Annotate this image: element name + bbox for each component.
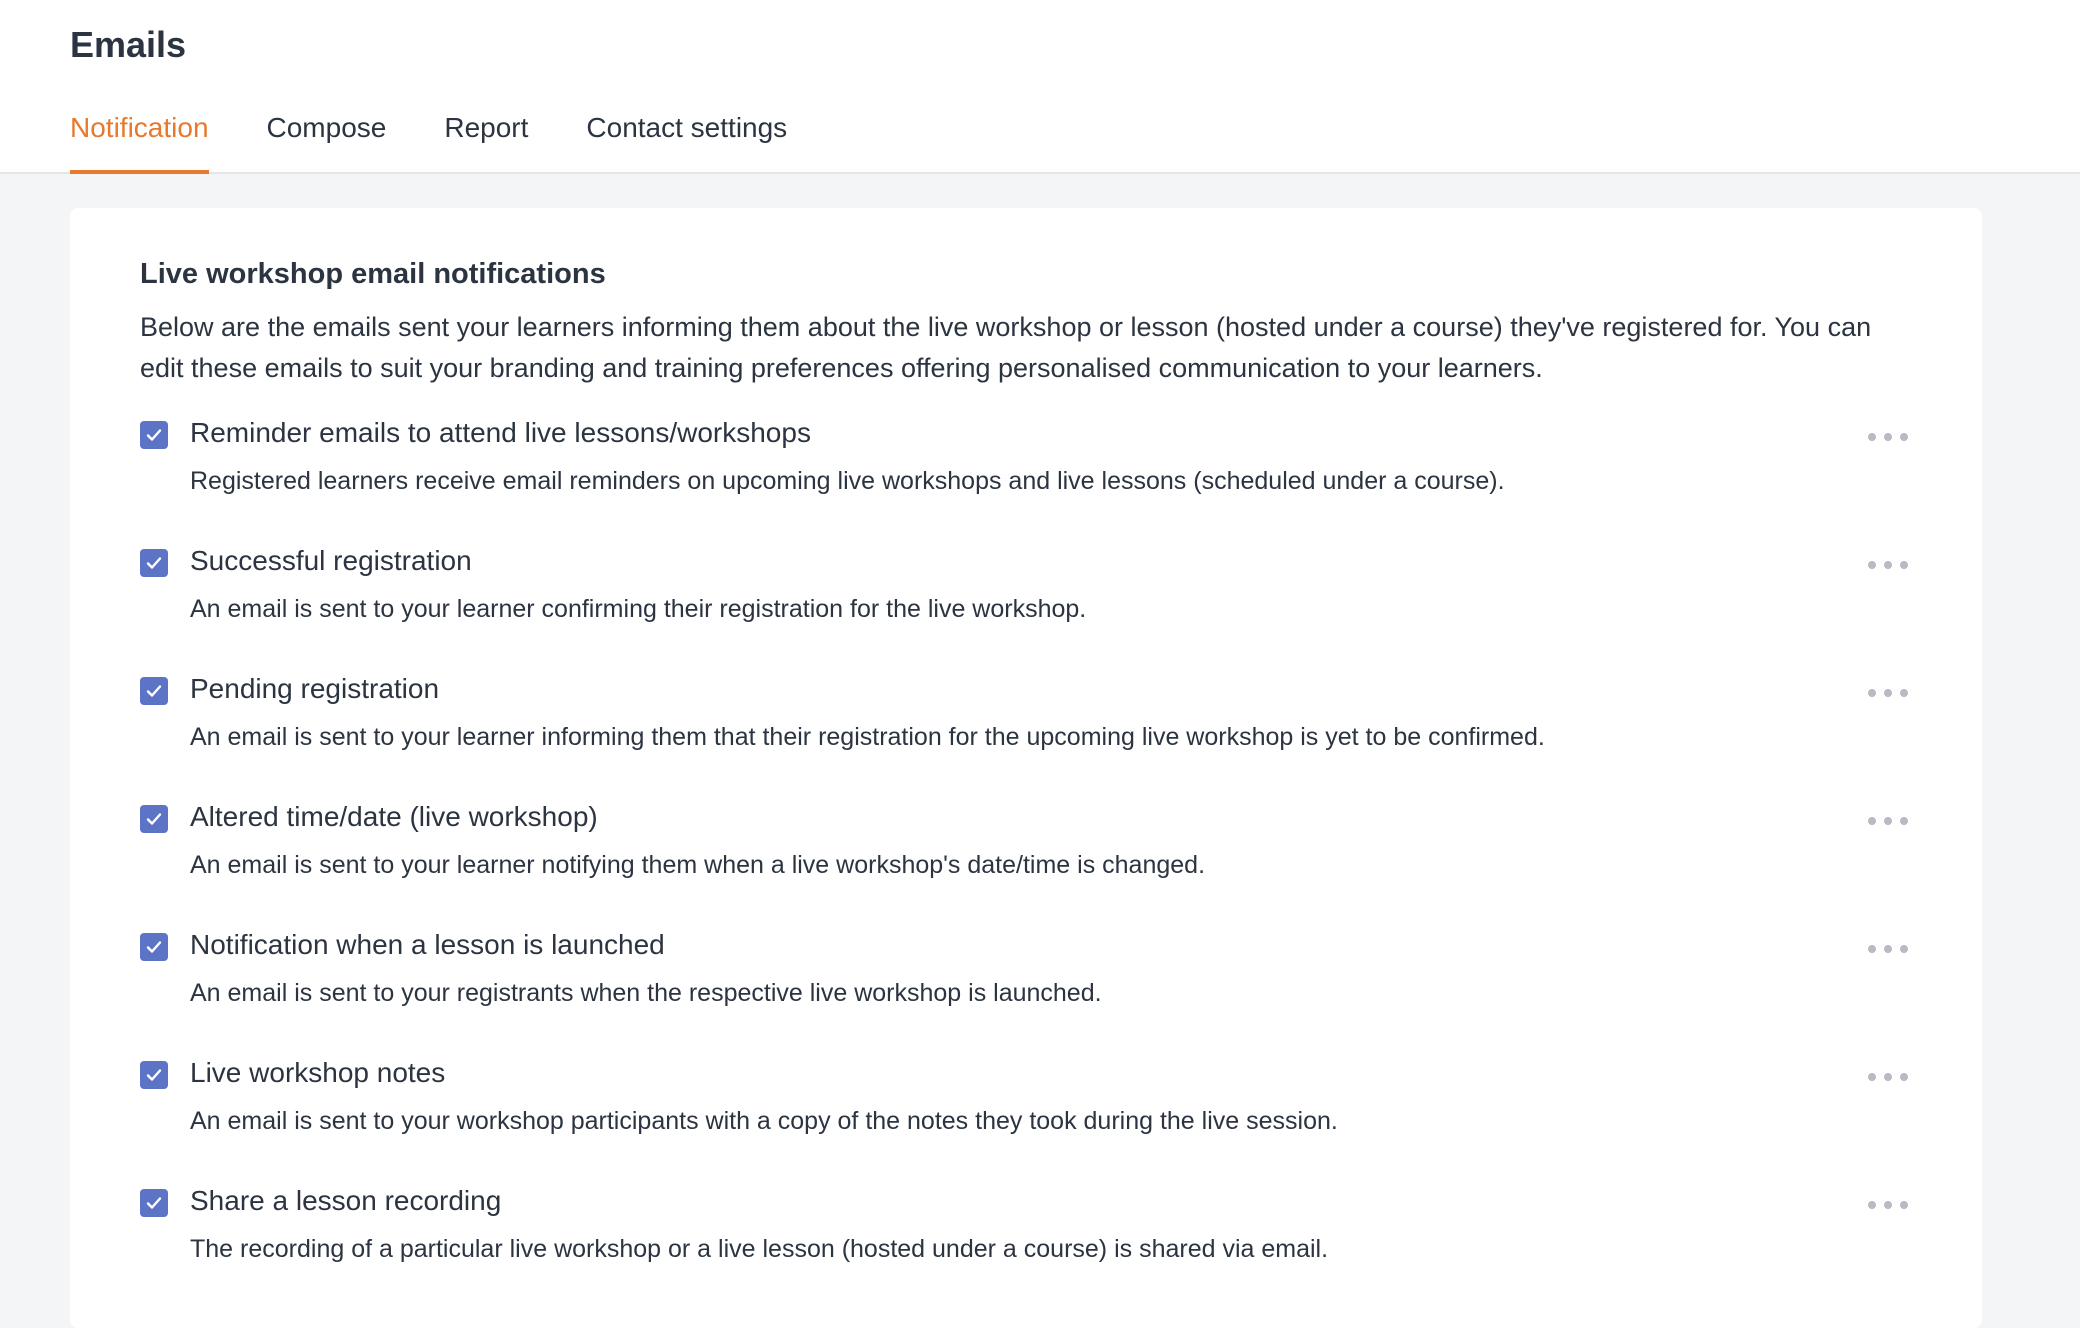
notification-description: An email is sent to your learner confirming their registration for the live workshop. [190,595,1087,623]
notification-checkbox[interactable] [140,421,168,449]
notification-description: The recording of a particular live workshop or a live lesson (hosted under a course) is shared via email. [190,1235,1329,1263]
notification-checkbox[interactable] [140,1189,168,1217]
more-horizontal-icon[interactable] [1864,679,1912,707]
check-icon [145,682,163,700]
more-horizontal-icon[interactable] [1864,423,1912,451]
section-title: Live workshop email notifications [140,258,606,290]
notification-title: Live workshop notes [190,1057,446,1088]
notification-description: An email is sent to your workshop participants with a copy of the notes they took during the live session. [190,1107,1338,1135]
notifications-card [70,208,1982,1328]
notification-title: Altered time/date (live workshop) [190,801,598,832]
page-title: Emails [70,24,187,65]
check-icon [145,554,163,572]
more-horizontal-icon[interactable] [1864,807,1912,835]
notification-checkbox[interactable] [140,933,168,961]
check-icon [145,426,163,444]
check-icon [145,938,163,956]
notification-item [140,545,1912,673]
notification-item [140,417,1912,545]
check-icon [145,810,163,828]
notification-title: Share a lesson recording [190,1185,502,1216]
check-icon [145,1066,163,1084]
more-horizontal-icon[interactable] [1864,1191,1912,1219]
notification-title: Notification when a lesson is launched [190,929,665,960]
tab-notification[interactable]: Notification [70,112,209,174]
notification-item [140,929,1912,1057]
notification-description: An email is sent to your registrants when the respective live workshop is launched. [190,979,1102,1007]
notification-checkbox[interactable] [140,677,168,705]
notification-list [140,417,1912,1313]
notification-description: An email is sent to your learner notifying them when a live workshop's date/time is changed. [190,851,1206,879]
notification-description: An email is sent to your learner informing them that their registration for the upcoming live workshop is yet to be confirmed. [190,723,1545,751]
page-header [0,0,2080,174]
notification-checkbox[interactable] [140,1061,168,1089]
notification-title: Successful registration [190,545,472,576]
notification-item [140,1185,1912,1313]
tab-report[interactable]: Report [444,112,529,143]
notification-item [140,1057,1912,1185]
notification-description: Registered learners receive email reminders on upcoming live workshops and live lessons (scheduled under a course). [190,467,1505,495]
more-horizontal-icon[interactable] [1864,551,1912,579]
notification-item [140,673,1912,801]
tab-compose[interactable]: Compose [266,112,387,143]
more-horizontal-icon[interactable] [1864,935,1912,963]
tab-bar [70,112,787,174]
notification-item [140,801,1912,929]
tab-contact-settings[interactable]: Contact settings [586,112,788,143]
check-icon [145,1194,163,1212]
more-horizontal-icon[interactable] [1864,1063,1912,1091]
notification-checkbox[interactable] [140,805,168,833]
section-description: Below are the emails sent your learners informing them about the live workshop or lesson (hosted under a course) they've registered for. You can edit these emails to suit your branding and training preferences offering personalised communication to your learners. [140,312,1872,383]
notification-title: Pending registration [190,673,440,704]
notification-title: Reminder emails to attend live lessons/workshops [190,417,811,448]
notification-checkbox[interactable] [140,549,168,577]
